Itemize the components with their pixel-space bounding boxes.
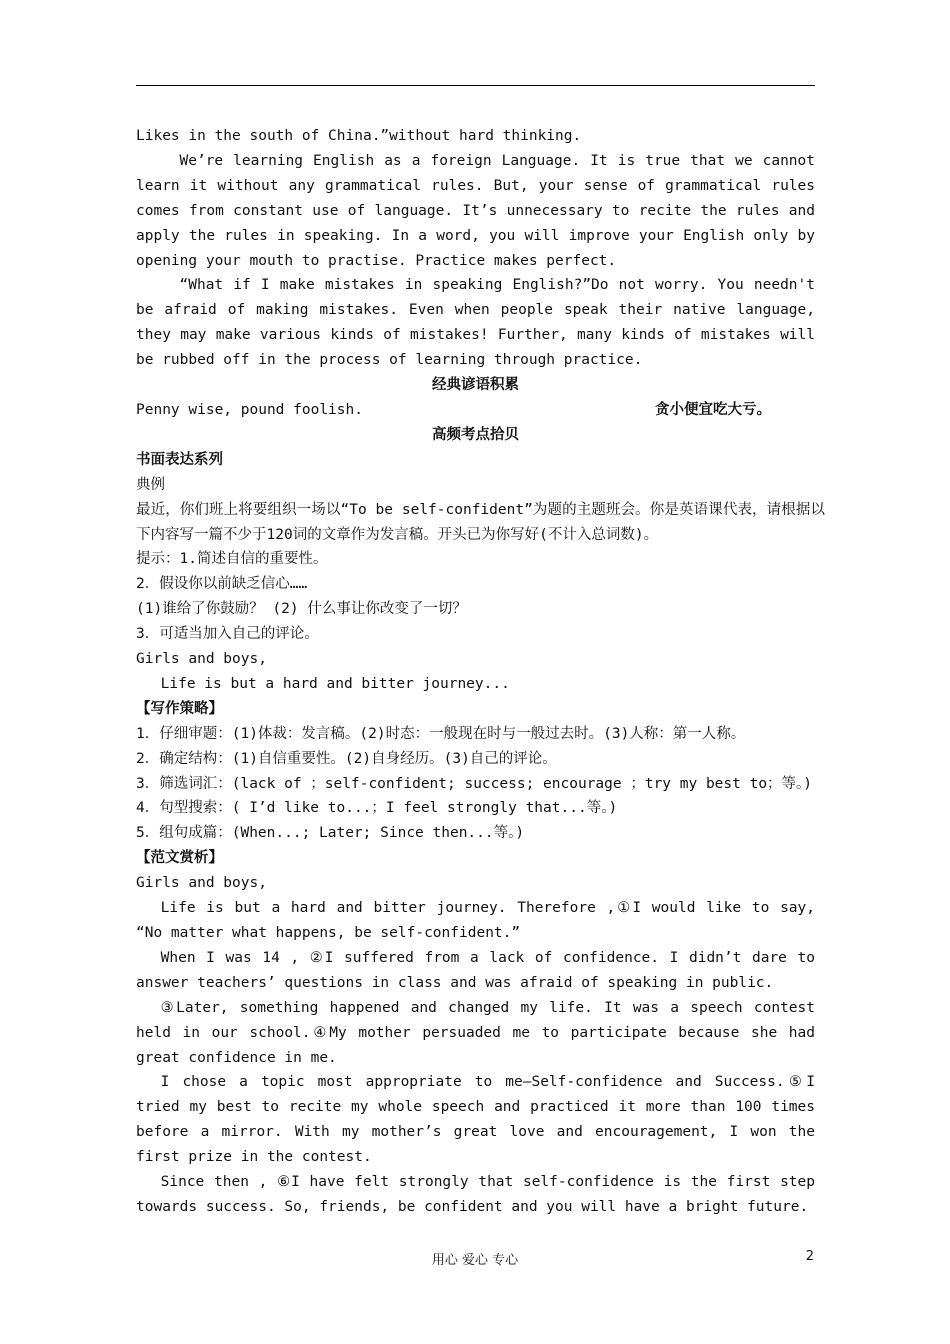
series-heading: 书面表达系列 <box>136 451 223 468</box>
model-paragraph: I chose a topic most appropriate to me—Self-confidence and Success.⑤I tried my best to recite my whole speech and practiced it more than 100 times before a mirror. With my mother’s great love and encouragement, I won the first prize in the contest. <box>136 1074 815 1166</box>
strategy-item: 4．句型搜索：( I’d like to...；I feel strongly that...等。) <box>136 800 618 817</box>
proverb-line <box>136 398 815 423</box>
footer-motto: 用心 爱心 专心 <box>431 1253 519 1268</box>
hint-2: 2．假设你以前缺乏信心…… <box>136 576 308 593</box>
model-paragraph: When I was 14 , ②I suffered from a lack of confidence. I didn’t dare to answer teachers’ questions in class and was afraid of speaking in public. <box>136 949 815 991</box>
strategy-heading: 【写作策略】 <box>136 700 223 717</box>
proverbs-heading: 经典谚语积累 <box>432 377 519 394</box>
task-opening: Life is but a hard and bitter journey... <box>160 675 510 692</box>
task-greeting: Girls and boys, <box>136 651 267 668</box>
proverb-chinese: 贪小便宜吃大亏。 <box>655 401 771 418</box>
strategy-item: 1．仔细审题：(1)体裁：发言稿。(2)时态：一般现在时与一般过去时。(3)人称：第一人称。 <box>136 725 746 742</box>
page-number: 2 <box>805 1249 814 1264</box>
model-paragraph: ③Later, something happened and changed my life. It was a speech contest held in our school.④My mother persuaded me to participate because she had great confidence in me. <box>136 999 815 1066</box>
header-rule <box>136 85 815 86</box>
passage-line-top: Likes in the south of China.”without hard thinking. <box>136 128 582 144</box>
model-paragraph: Life is but a hard and bitter journey. Therefore ,①I would like to say, “No matter what happens, be self-confident.” <box>136 900 815 941</box>
proverb-english: Penny wise, pound foolish. <box>136 401 363 418</box>
model-heading: 【范文赏析】 <box>136 850 223 867</box>
model-greeting: Girls and boys, <box>136 875 267 892</box>
strategy-item: 3．筛选词汇：(lack of ；self-confident; success; encourage ；try my best to；等。) <box>136 775 813 792</box>
strategy-item: 5．组句成篇：(When...; Later; Since then...等。) <box>136 825 525 842</box>
page-content <box>136 124 825 1220</box>
hint-3: 3．可适当加入自己的评论。 <box>136 626 319 643</box>
points-heading: 高频考点拾贝 <box>432 426 519 443</box>
task-description: 最近，你们班上将要组织一场以“To be self-confident”为题的主题班会。你是英语课代表，请根据以下内容写一篇不少于120词的文章作为发言稿。开头已为你写好(不计入总词数)。 <box>136 501 825 543</box>
passage-paragraph-1: We’re learning English as a foreign Language. It is true that we cannot learn it without any grammatical rules. But, your sense of grammatical rules comes from constant use of language. It’s unnecessary to recite the rules and apply the rules in speaking. In a word, you will improve your English only by opening your mouth to practise. Practice makes perfect. <box>136 152 815 269</box>
hint-1: 提示：1.简述自信的重要性。 <box>136 551 328 568</box>
strategy-item: 2．确定结构：(1)自信重要性。(2)自身经历。(3)自己的评论。 <box>136 750 557 767</box>
passage-paragraph-2: “What if I make mistakes in speaking English?”Do not worry. You needn't be afraid of making mistakes. Even when people speak their native language, they may make various kinds of mistakes! Further, many kinds of mistakes will be rubbed off in the process of learning through practice. <box>136 277 815 369</box>
example-label: 典例 <box>136 476 165 493</box>
model-paragraph: Since then , ⑥I have felt strongly that self-confidence is the first step towards success. So, friends, be confident and you will have a bright future. <box>136 1174 815 1215</box>
hint-2-sub: (1)谁给了你鼓励？ (2) 什么事让你改变了一切？ <box>136 601 467 618</box>
